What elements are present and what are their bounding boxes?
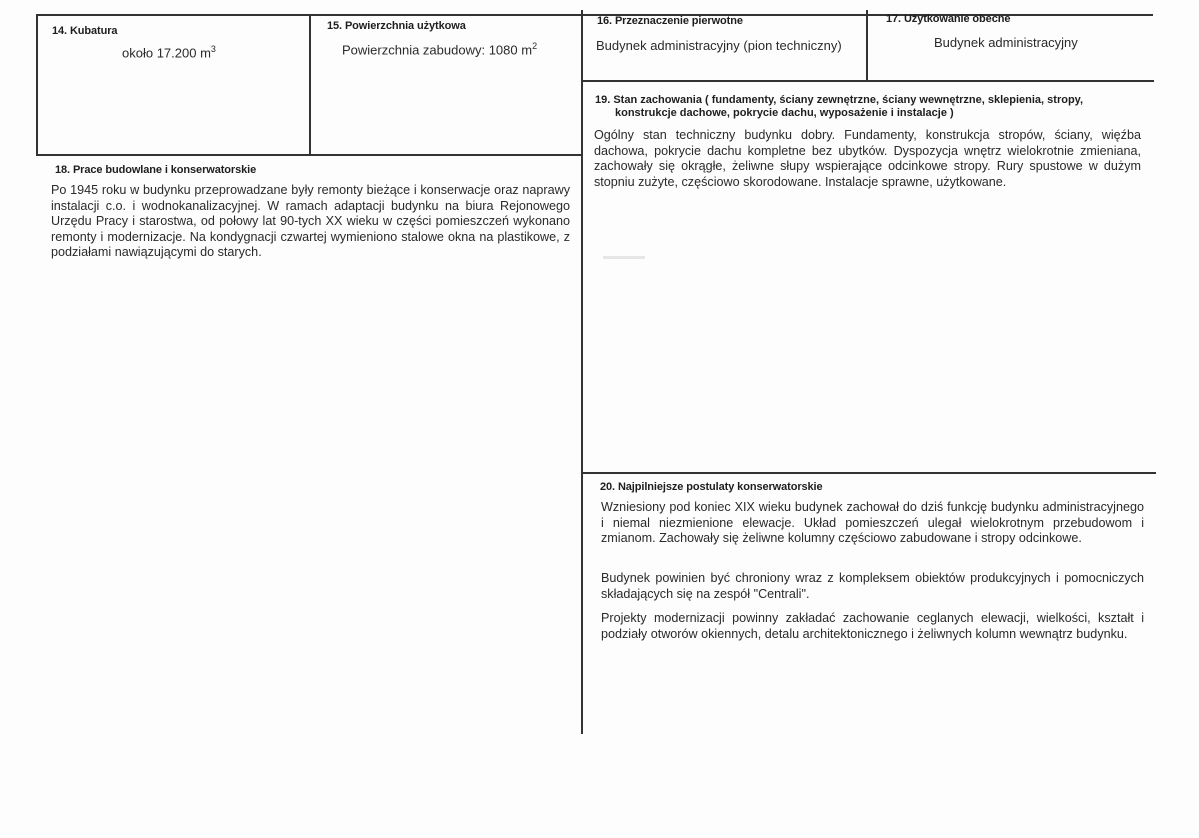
field-15-value	[342, 41, 537, 57]
field-19-heading-line2: konstrukcje dachowe, pokrycie dachu, wyposażenie i instalacje )	[615, 107, 954, 119]
field-16-heading: 16. Przeznaczenie pierwotne	[597, 15, 743, 27]
field-19-heading-line1: 19. Stan zachowania ( fundamenty, ściany zewnętrzne, ściany wewnętrzne, sklepienia, stropy,	[595, 94, 1084, 106]
field-14-value	[122, 44, 216, 60]
field-18-heading: 18. Prace budowlane i konserwatorskie	[55, 164, 257, 176]
divider-16-17	[866, 10, 868, 80]
field-20-paragraph-3: Projekty modernizacji powinny zakładać zachowanie ceglanych elewacji, wielkości, kształt i podziały otworów okiennych, detalu architektonicznego i żeliwnych kolumn wewnątrz budynku.	[601, 611, 1144, 641]
field-19-heading	[595, 94, 1140, 120]
divider-14-15	[309, 14, 311, 156]
field-14-heading: 14. Kubatura	[52, 25, 118, 37]
left-border	[36, 14, 38, 156]
field-20-paragraph-1: Wzniesiony pod koniec XIX wieku budynek zachował do dziś funkcję budynku administracyjnego i niemal niezmienione elewacje. Układ pomieszczeń ulegał wielokrotnym przebudowom i zmianom. Zachowały się żeliwne kolumny częściowo zabudowane i stropy odcinkowe.	[601, 500, 1144, 545]
rule-above-20	[582, 472, 1156, 474]
field-15-value-text: Powierzchnia zabudowy: 1080 m	[342, 42, 533, 58]
field-17-value: Budynek administracyjny	[934, 35, 1078, 50]
field-17-heading: 17. Użytkowanie obecne	[886, 13, 1011, 25]
field-15-unit-sup: 2	[532, 41, 538, 51]
field-20-heading: 20. Najpilniejsze postulaty konserwatorskie	[600, 481, 823, 493]
rule-under-14-15	[37, 154, 582, 156]
field-16-value: Budynek administracyjny (pion techniczny)	[596, 38, 842, 53]
center-divider	[581, 10, 583, 734]
rule-under-16-17	[582, 80, 1154, 82]
field-14-unit-sup: 3	[210, 44, 216, 54]
field-20-paragraph-2: Budynek powinien być chroniony wraz z kompleksem obiektów produkcyjnych i pomocniczych składających się na zespół "Centrali".	[601, 571, 1144, 601]
field-18-text: Po 1945 roku w budynku przeprowadzane były remonty bieżące i konserwacje oraz naprawy instalacji c.o. i wodnokanalizacyjnej. W ramach adaptacji budynku na biura Rejonowego Urzędu Pracy i starostwa, od połowy lat 90-tych XX wieku w części pomieszczeń wykonano remonty i modernizacje. Na kondygnacji czwartej wymieniono stalowe okna na plastikowe, z podziałami nawiązującymi do starych.	[51, 183, 570, 259]
field-19-text: Ogólny stan techniczny budynku dobry. Fundamenty, konstrukcja stropów, ściany, więźba dachowa, pokrycie dachu kompletne bez ubytków. Dyspozycja wnętrz wielokrotnie zmieniana, zachowały się okrągłe, żeliwne słupy wspierające odcinkowe stropy. Rury spustowe w dużym stopniu zużyte, częściowo skorodowane. Instalacje sprawne, użytkowane.	[594, 128, 1141, 189]
scan-smudge	[603, 256, 645, 259]
field-14-value-text: około 17.200 m	[122, 45, 211, 61]
field-15-heading: 15. Powierzchnia użytkowa	[327, 20, 466, 32]
